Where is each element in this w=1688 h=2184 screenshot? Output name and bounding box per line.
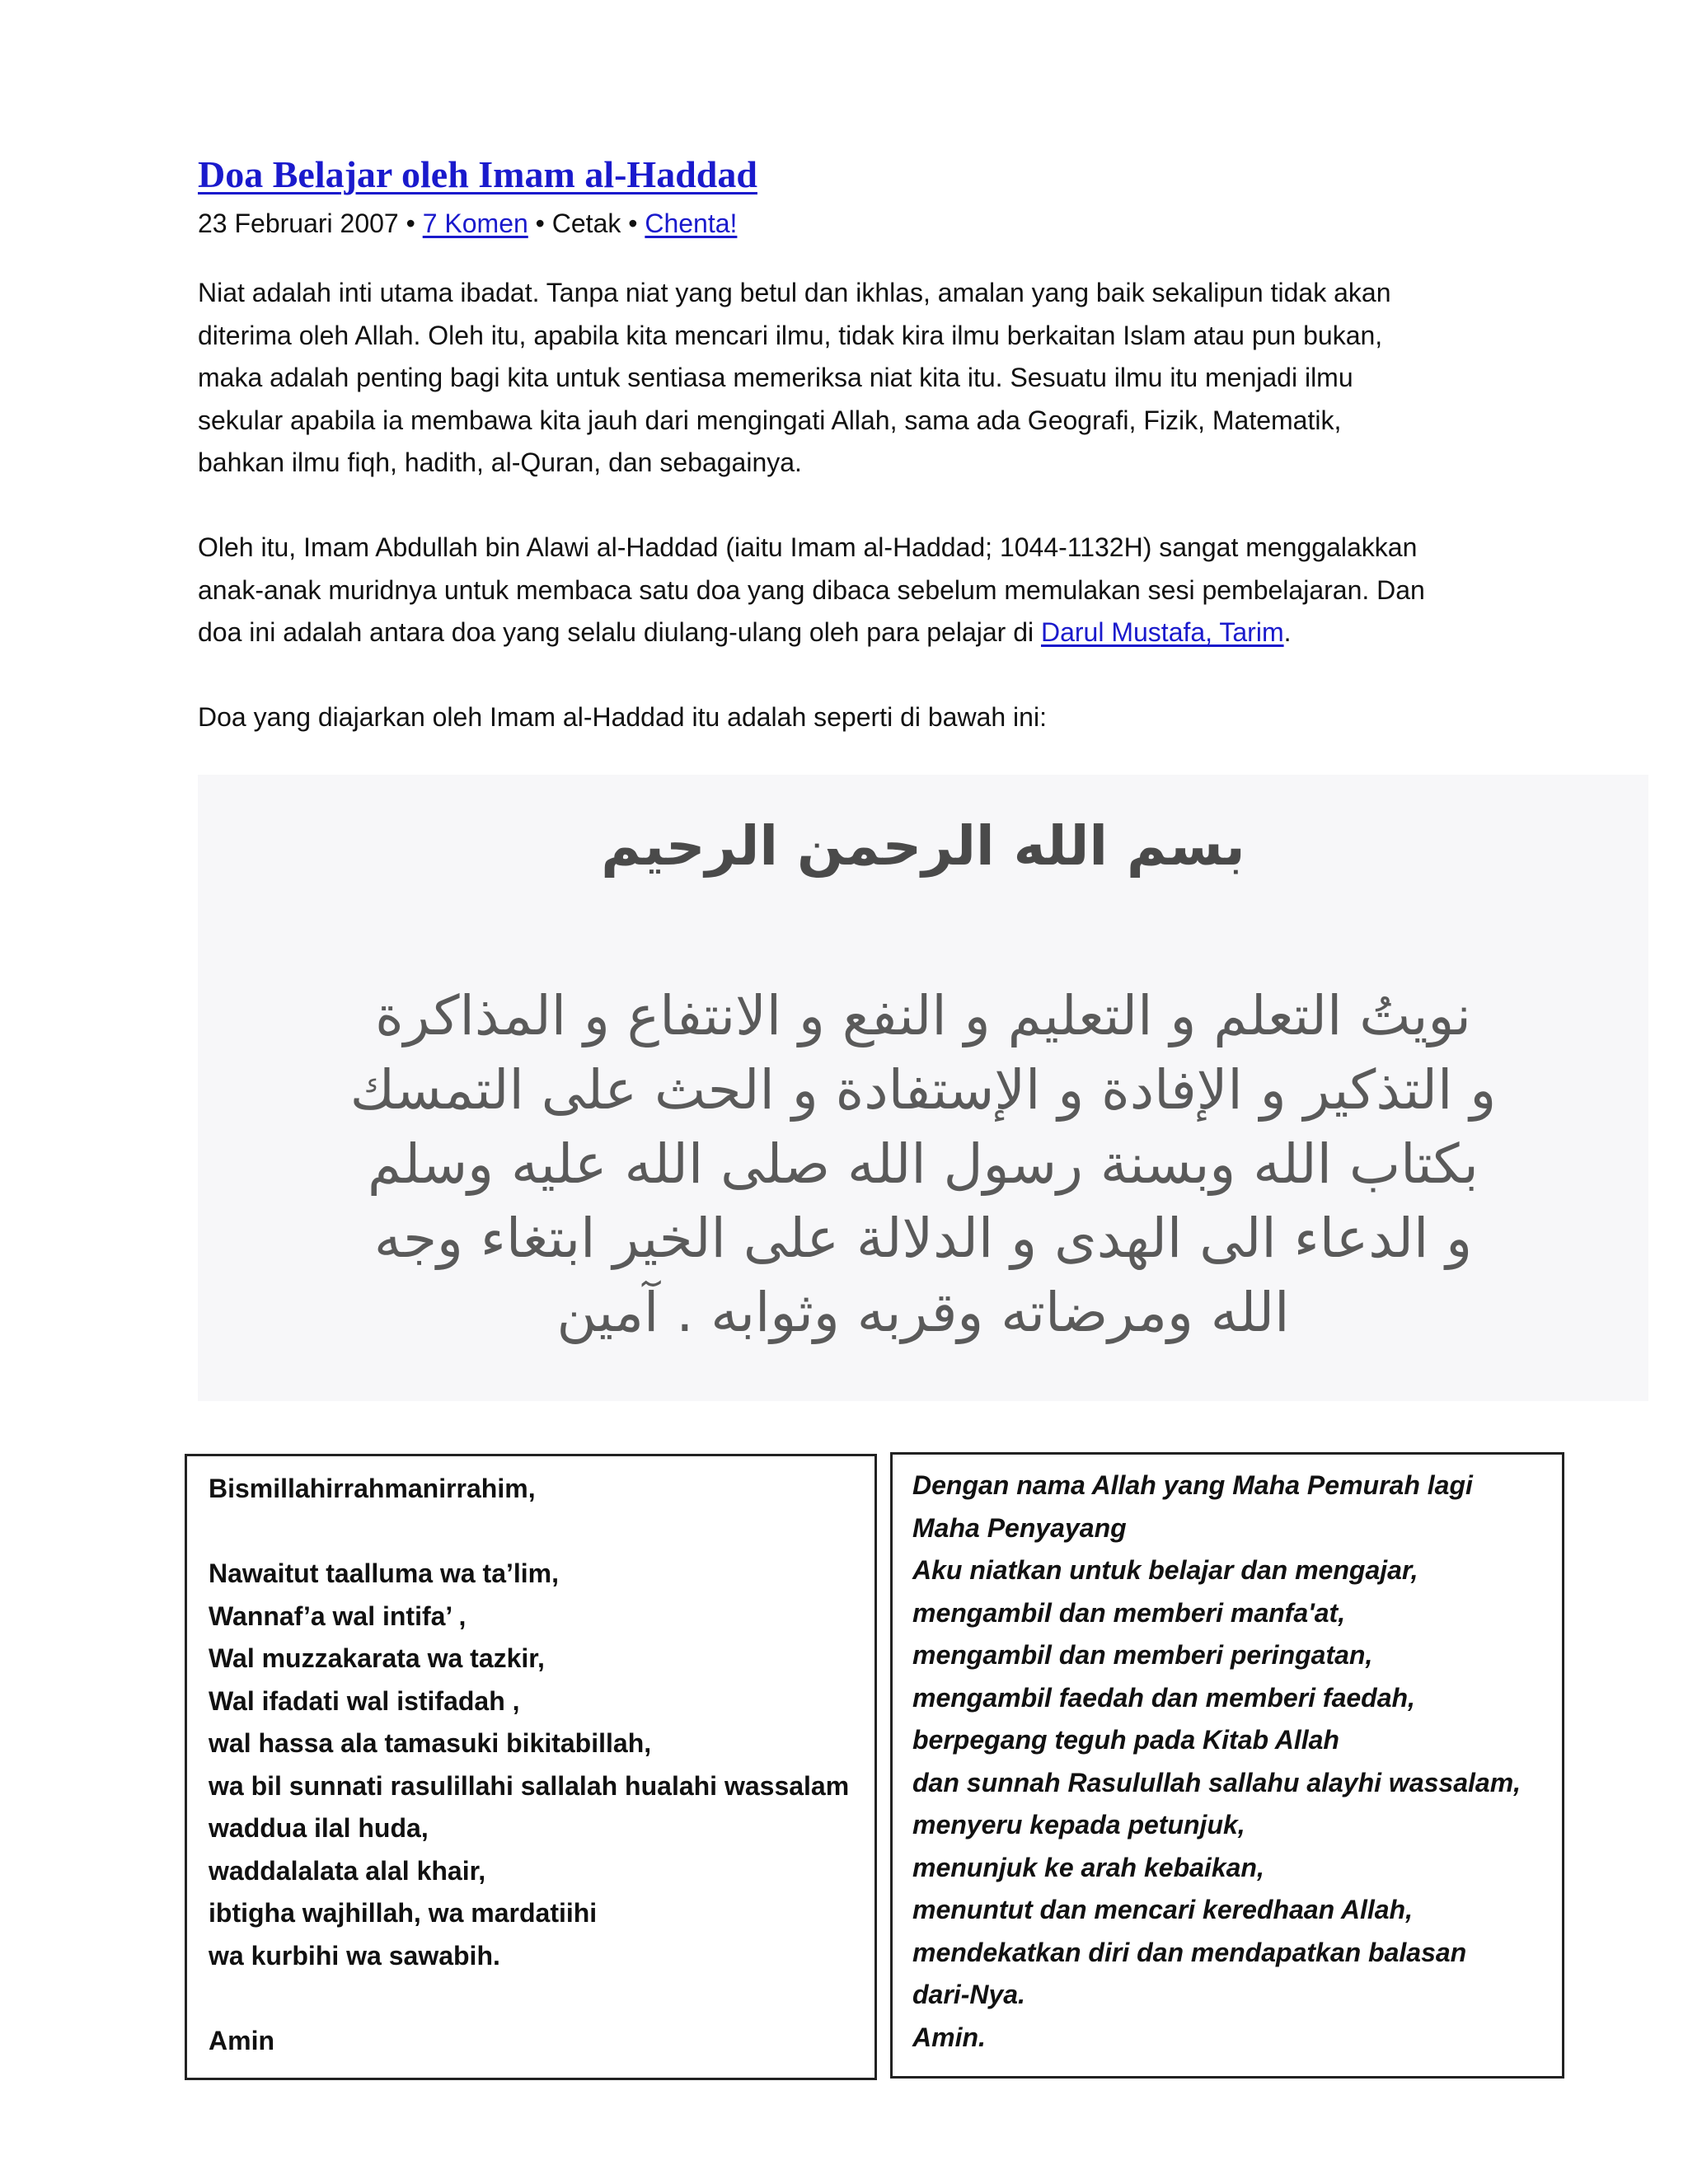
arabic-line: نويتُ التعلم و التعليم و النفع و الانتفاع و المذاكرة (375, 984, 1471, 1047)
translation-line: berpegang teguh pada Kitab Allah (912, 1725, 1339, 1755)
transliteration-line (209, 1511, 849, 1554)
transliteration-line: Amin (209, 2025, 274, 2055)
translation-line: Dengan nama Allah yang Maha Pemurah lagi (912, 1470, 1473, 1500)
transliteration-line: Wal ifadati wal istifadah , (209, 1685, 520, 1716)
share-link[interactable]: Chenta! (645, 209, 738, 238)
paragraph-line: bahkan ilmu fiqh, hadith, al-Quran, dan sebagainya. (198, 448, 802, 477)
post-date: 23 Februari 2007 (198, 209, 399, 238)
translation-line: menuntut dan mencari keredhaan Allah, (912, 1895, 1413, 1924)
translation-line: Aku niatkan untuk belajar dan mengajar, (912, 1555, 1418, 1585)
transliteration-lines (209, 1468, 849, 2062)
transliteration-line: wal hassa ala tamasuki bikitabillah, (209, 1728, 652, 1758)
post-title-link[interactable]: Doa Belajar oleh Imam al-Haddad (198, 153, 757, 195)
basmalah-text: بسم الله الرحمن الرحيم (601, 814, 1245, 878)
translation-line: mengambil dan memberi manfa'at, (912, 1597, 1346, 1628)
comments-link[interactable]: 7 Komen (422, 209, 528, 238)
transliteration-line (209, 1977, 849, 2020)
arabic-line: بكتاب الله وبسنة رسول الله صلى الله عليه وسلم (368, 1132, 1479, 1196)
paragraph-text: . (1283, 617, 1292, 647)
transliteration-line: Wal muzzakarata wa tazkir, (209, 1643, 545, 1673)
arabic-line: و الدعاء الى الهدى و الدلالة على الخير ابتغاء وجه (373, 1207, 1473, 1270)
translation-lines (912, 1465, 1521, 2059)
paragraph-text: doa ini adalah antara doa yang selalu diulang-ulang oleh para pelajar di (198, 617, 1041, 647)
translation-line: Maha Penyayang (912, 1512, 1127, 1543)
meta-separator: • (621, 209, 645, 238)
translation-line: Amin. (912, 2022, 986, 2052)
transliteration-line: wa kurbihi wa sawabih. (209, 1940, 500, 1971)
transliteration-line: waddua ilal huda, (209, 1813, 429, 1843)
paragraph-line: sekular apabila ia membawa kita jauh dari mengingati Allah, sama ada Geografi, Fizik, Matematik, (198, 405, 1342, 435)
paragraph-line: Niat adalah inti utama ibadat. Tanpa niat yang betul dan ikhlas, amalan yang baik sekalipun tidak akan (198, 278, 1391, 307)
arabic-line: و التذكير و الإفادة و الإستفادة و الحث على التمسك (349, 1058, 1497, 1122)
paragraph-line: anak-anak muridnya untuk membaca satu doa yang dibaca sebelum memulakan sesi pembelajaran. Dan (198, 574, 1425, 605)
translation-line: menunjuk ke arah kebaikan, (912, 1852, 1264, 1882)
paragraph-line: Doa yang diajarkan oleh Imam al-Haddad itu adalah seperti di bawah ini: (198, 702, 1047, 732)
meta-separator: • (398, 209, 423, 238)
arabic-line: الله ومرضاته وقربه وثوابه . آمين (556, 1281, 1290, 1344)
translation-box (890, 1452, 1564, 2079)
doa-intro-paragraph (198, 696, 1517, 739)
translation-line: dari-Nya. (912, 1980, 1025, 2009)
arabic-doa-lines (198, 979, 1648, 1350)
transliteration-box (185, 1454, 877, 2080)
paragraph-line: maka adalah penting bagi kita untuk sentiasa memeriksa niat kita itu. Sesuatu ilmu itu menjadi ilmu (198, 363, 1353, 392)
translation-line: mendekatkan diri dan mendapatkan balasan (912, 1937, 1467, 1967)
paragraph-line (198, 612, 1517, 654)
translation-line: mengambil faedah dan memberi faedah, (912, 1682, 1415, 1713)
print-label: Cetak (551, 209, 621, 238)
transliteration-line: ibtigha wajhillah, wa mardatiihi (209, 1898, 598, 1928)
translation-line: menyeru kepada petunjuk, (912, 1810, 1245, 1840)
arabic-doa-image (198, 775, 1648, 1401)
post-meta (198, 204, 737, 242)
meta-separator: • (528, 209, 552, 238)
paragraph-line: Oleh itu, Imam Abdullah bin Alawi al-Haddad (iaitu Imam al-Haddad; 1044-1132H) sangat menggalakkan (198, 532, 1418, 562)
translation-line: dan sunnah Rasulullah sallahu alayhi wassalam, (912, 1767, 1522, 1797)
paragraph-line: diterima oleh Allah. Oleh itu, apabila kita mencari ilmu, tidak kira ilmu berkaitan Islam atau pun bukan, (198, 320, 1383, 350)
translation-line: mengambil dan memberi peringatan, (912, 1640, 1373, 1670)
transliteration-line: Bismillahirrahmanirrahim, (209, 1474, 536, 1503)
intro-paragraph (198, 272, 1517, 485)
transliteration-line: wa bil sunnati rasulillahi sallalah hualahi wassalam (209, 1770, 850, 1801)
transliteration-line: Nawaitut taalluma wa ta’lim, (209, 1558, 559, 1588)
transliteration-line: Wannaf’a wal intifa’ , (209, 1601, 467, 1631)
darul-mustafa-link[interactable]: Darul Mustafa, Tarim (1040, 617, 1284, 647)
haddad-paragraph (198, 527, 1517, 654)
transliteration-line: waddalalata alal khair, (209, 1855, 486, 1886)
